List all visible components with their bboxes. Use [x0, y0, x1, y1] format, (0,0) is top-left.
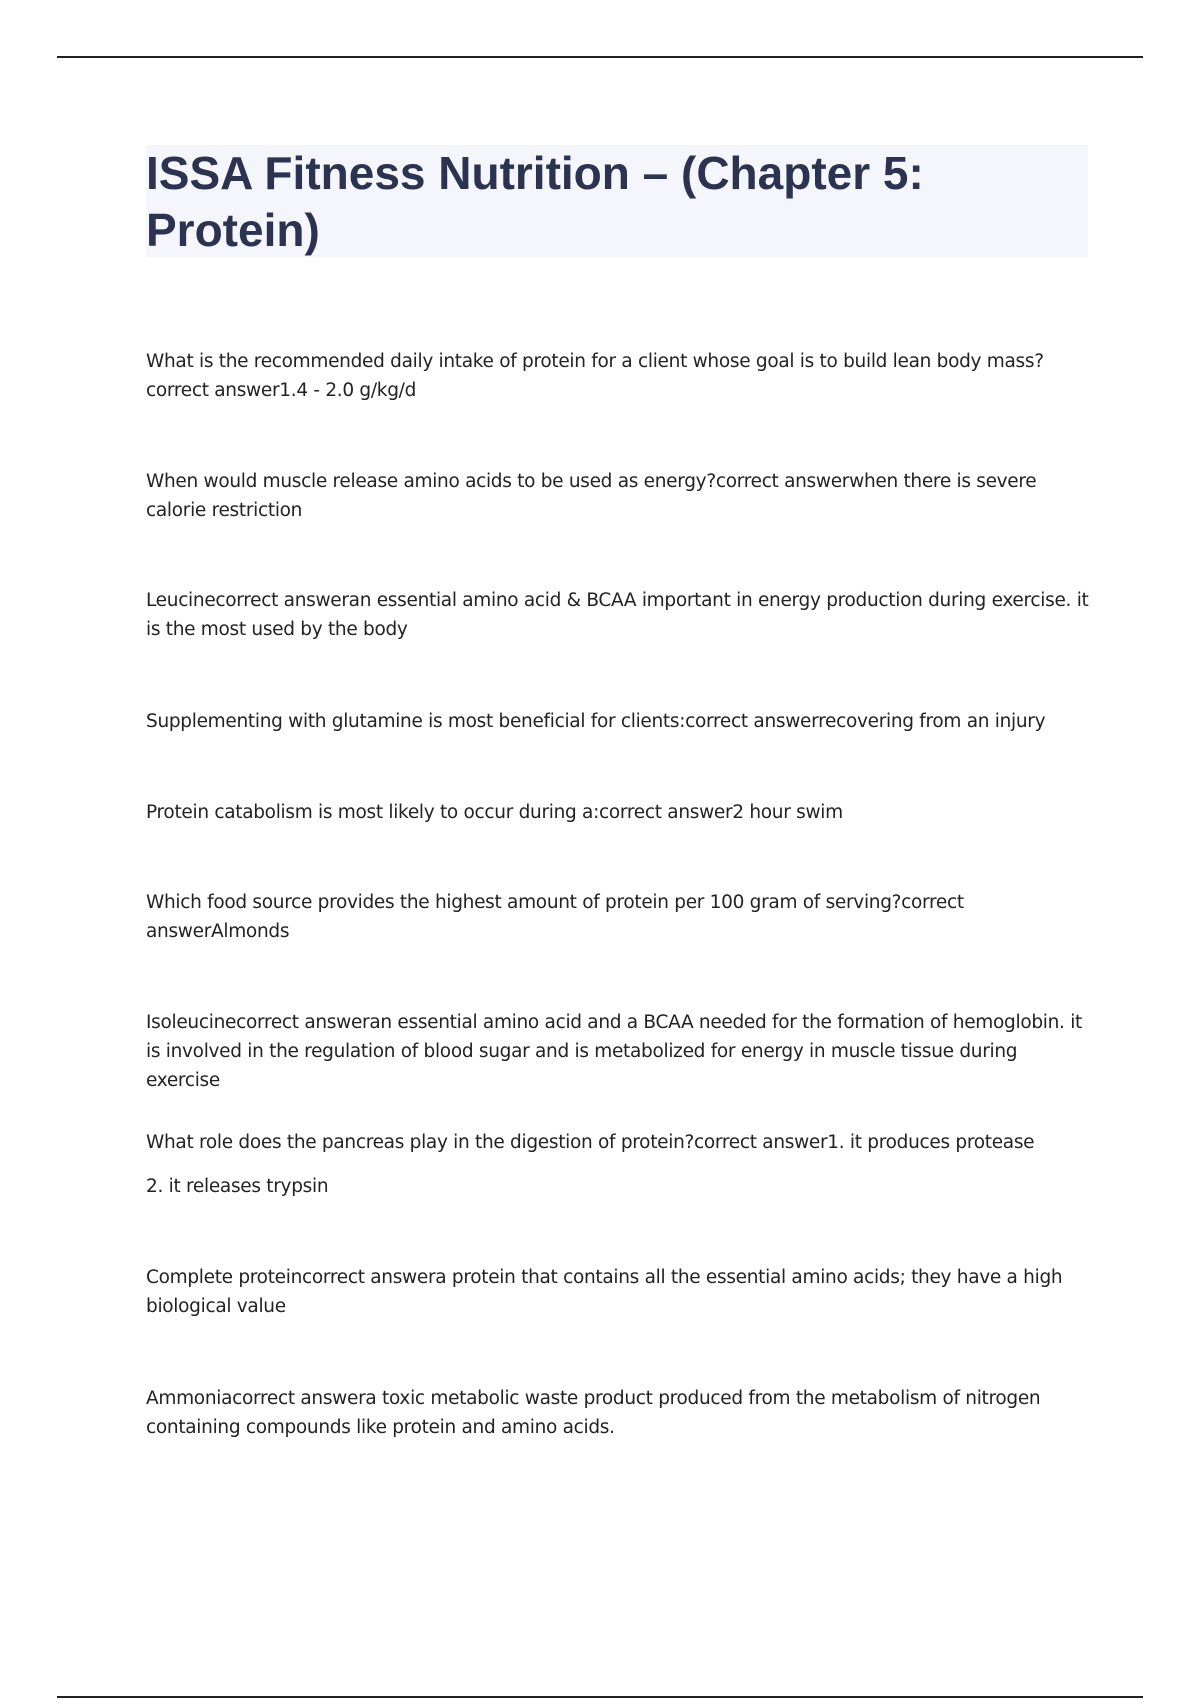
top-divider [57, 56, 1143, 58]
qa-item-9: Complete proteincorrect answera protein that contains all the essential amino acids; they have a high biological value [146, 1267, 1063, 1317]
qa-item-5: Protein catabolism is most likely to occur during a:correct answer2 hour swim [146, 802, 843, 823]
qa-item-4: Supplementing with glutamine is most beneficial for clients:correct answerrecovering from an injury [146, 711, 1046, 732]
document-title: ISSA Fitness Nutrition – (Chapter 5: Protein) [146, 147, 924, 256]
qa-item-1: What is the recommended daily intake of protein for a client whose goal is to build lean body mass?correct answer1.4 - 2.0 g/kg/d [146, 351, 1044, 401]
qa-item-2: When would muscle release amino acids to be used as energy?correct answerwhen there is severe calorie restriction [146, 471, 1037, 521]
qa-item-6: Which food source provides the highest amount of protein per 100 gram of serving?correct answerAlmonds [146, 892, 964, 942]
qa-item-8: What role does the pancreas play in the digestion of protein?correct answer1. it produces protease [146, 1132, 1035, 1153]
qa-item-7: Isoleucinecorrect answeran essential amino acid and a BCAA needed for the formation of hemoglobin. it is involved in the regulation of blood sugar and is metabolized for energy in muscle tissue during exercise [146, 1012, 1083, 1091]
qa-item-8-line-2: 2. it releases trypsin [146, 1176, 329, 1197]
qa-item-10: Ammoniacorrect answera toxic metabolic waste product produced from the metabolism of nitrogen containing compounds like protein and amino acids. [146, 1388, 1041, 1438]
qa-item-3: Leucinecorrect answeran essential amino acid & BCAA important in energy production during exercise. it is the most used by the body [146, 590, 1089, 640]
bottom-divider [57, 1696, 1143, 1698]
